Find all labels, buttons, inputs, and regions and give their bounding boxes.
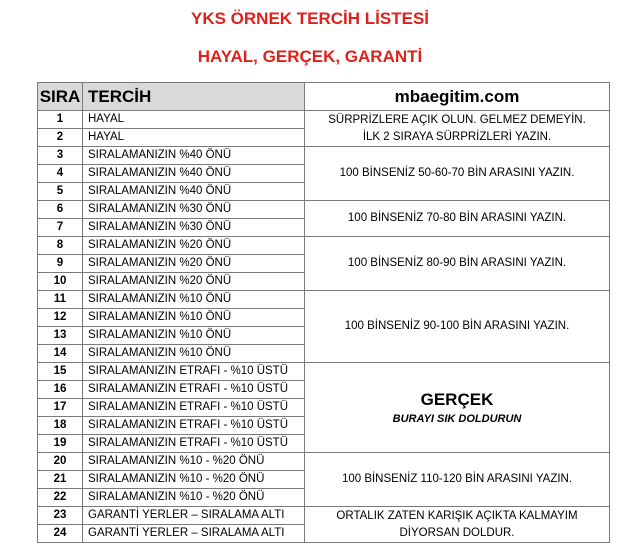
header-site: mbaegitim.com bbox=[305, 83, 610, 111]
note-gercek-title: GERÇEK bbox=[420, 389, 494, 409]
row-number: 6 bbox=[38, 201, 83, 219]
row-preference: SIRALAMANIZIN %30 ÖNÜ bbox=[83, 201, 305, 219]
row-preference: SIRALAMANIZIN %30 ÖNÜ bbox=[83, 219, 305, 237]
table-row bbox=[38, 507, 610, 525]
row-number: 12 bbox=[38, 309, 83, 327]
header-tercih: TERCİH bbox=[83, 83, 305, 111]
row-preference: SIRALAMANIZIN %10 - %20 ÖNÜ bbox=[83, 453, 305, 471]
row-number: 3 bbox=[38, 147, 83, 165]
note-gercek bbox=[305, 363, 610, 453]
row-number: 5 bbox=[38, 183, 83, 201]
note-110-120: 100 BİNSENİZ 110-120 BİN ARASINI YAZIN. bbox=[305, 453, 610, 507]
row-number: 10 bbox=[38, 273, 83, 291]
row-number: 8 bbox=[38, 237, 83, 255]
row-preference: SIRALAMANIZIN %10 ÖNÜ bbox=[83, 345, 305, 363]
row-number: 24 bbox=[38, 525, 83, 543]
page-subtitle: HAYAL, GERÇEK, GARANTİ bbox=[197, 47, 423, 66]
header-row bbox=[38, 83, 610, 111]
page-title: YKS ÖRNEK TERCİH LİSTESİ bbox=[190, 9, 430, 28]
row-number: 9 bbox=[38, 255, 83, 273]
note-50-70: 100 BİNSENİZ 50-60-70 BİN ARASINI YAZIN. bbox=[305, 147, 610, 201]
row-number: 20 bbox=[38, 453, 83, 471]
row-number: 23 bbox=[38, 507, 83, 525]
note-70-80: 100 BİNSENİZ 70-80 BİN ARASINI YAZIN. bbox=[305, 201, 610, 237]
table-row bbox=[38, 147, 610, 165]
row-preference: SIRALAMANIZIN %10 - %20 ÖNÜ bbox=[83, 471, 305, 489]
table-row bbox=[38, 291, 610, 309]
row-number: 2 bbox=[38, 129, 83, 147]
note-guaranteed-line2: DİYORSAN DOLDUR. bbox=[399, 526, 515, 539]
row-number: 17 bbox=[38, 399, 83, 417]
note-80-90: 100 BİNSENİZ 80-90 BİN ARASINI YAZIN. bbox=[305, 237, 610, 291]
note-surprise bbox=[305, 111, 610, 147]
row-preference: SIRALAMANIZIN %10 - %20 ÖNÜ bbox=[83, 489, 305, 507]
row-preference: SIRALAMANIZIN ETRAFI - %10 ÜSTÜ bbox=[83, 417, 305, 435]
row-preference: SIRALAMANIZIN ETRAFI - %10 ÜSTÜ bbox=[83, 363, 305, 381]
row-number: 13 bbox=[38, 327, 83, 345]
table-row bbox=[38, 201, 610, 219]
note-90-100: 100 BİNSENİZ 90-100 BİN ARASINI YAZIN. bbox=[305, 291, 610, 363]
row-preference: SIRALAMANIZIN %20 ÖNÜ bbox=[83, 255, 305, 273]
row-number: 14 bbox=[38, 345, 83, 363]
header-sira: SIRA bbox=[38, 83, 83, 111]
row-preference: SIRALAMANIZIN %40 ÖNÜ bbox=[83, 183, 305, 201]
note-surprise-line2: İLK 2 SIRAYA SÜRPRİZLERİ YAZIN. bbox=[362, 130, 552, 143]
row-number: 16 bbox=[38, 381, 83, 399]
table-row bbox=[38, 237, 610, 255]
row-preference: SIRALAMANIZIN %10 ÖNÜ bbox=[83, 327, 305, 345]
row-number: 21 bbox=[38, 471, 83, 489]
note-surprise-line1: SÜRPRİZLERE AÇIK OLUN. GELMEZ DEMEYİN. bbox=[328, 113, 586, 126]
row-preference: SIRALAMANIZIN %20 ÖNÜ bbox=[83, 273, 305, 291]
row-preference: SIRALAMANIZIN %40 ÖNÜ bbox=[83, 165, 305, 183]
row-number: 19 bbox=[38, 435, 83, 453]
row-number: 7 bbox=[38, 219, 83, 237]
row-preference: HAYAL bbox=[83, 111, 305, 129]
note-gercek-sub: BURAYI SIK DOLDURUN bbox=[392, 412, 522, 425]
row-preference: SIRALAMANIZIN %40 ÖNÜ bbox=[83, 147, 305, 165]
table-row bbox=[38, 363, 610, 381]
row-preference: GARANTİ YERLER – SIRALAMA ALTI bbox=[83, 507, 305, 525]
row-preference: SIRALAMANIZIN %10 ÖNÜ bbox=[83, 291, 305, 309]
row-number: 11 bbox=[38, 291, 83, 309]
note-guaranteed-line1: ORTALIK ZATEN KARIŞIK AÇIKTA KALMAYIM bbox=[336, 509, 578, 522]
row-preference: SIRALAMANIZIN %10 ÖNÜ bbox=[83, 309, 305, 327]
row-preference: SIRALAMANIZIN ETRAFI - %10 ÜSTÜ bbox=[83, 435, 305, 453]
table-row bbox=[38, 453, 610, 471]
row-preference: GARANTİ YERLER – SIRALAMA ALTI bbox=[83, 525, 305, 543]
row-number: 1 bbox=[38, 111, 83, 129]
row-preference: HAYAL bbox=[83, 129, 305, 147]
row-preference: SIRALAMANIZIN ETRAFI - %10 ÜSTÜ bbox=[83, 381, 305, 399]
note-guaranteed bbox=[305, 507, 610, 543]
preference-table bbox=[37, 82, 610, 543]
table-row bbox=[38, 111, 610, 129]
row-number: 18 bbox=[38, 417, 83, 435]
row-number: 15 bbox=[38, 363, 83, 381]
row-number: 4 bbox=[38, 165, 83, 183]
row-number: 22 bbox=[38, 489, 83, 507]
row-preference: SIRALAMANIZIN %20 ÖNÜ bbox=[83, 237, 305, 255]
row-preference: SIRALAMANIZIN ETRAFI - %10 ÜSTÜ bbox=[83, 399, 305, 417]
